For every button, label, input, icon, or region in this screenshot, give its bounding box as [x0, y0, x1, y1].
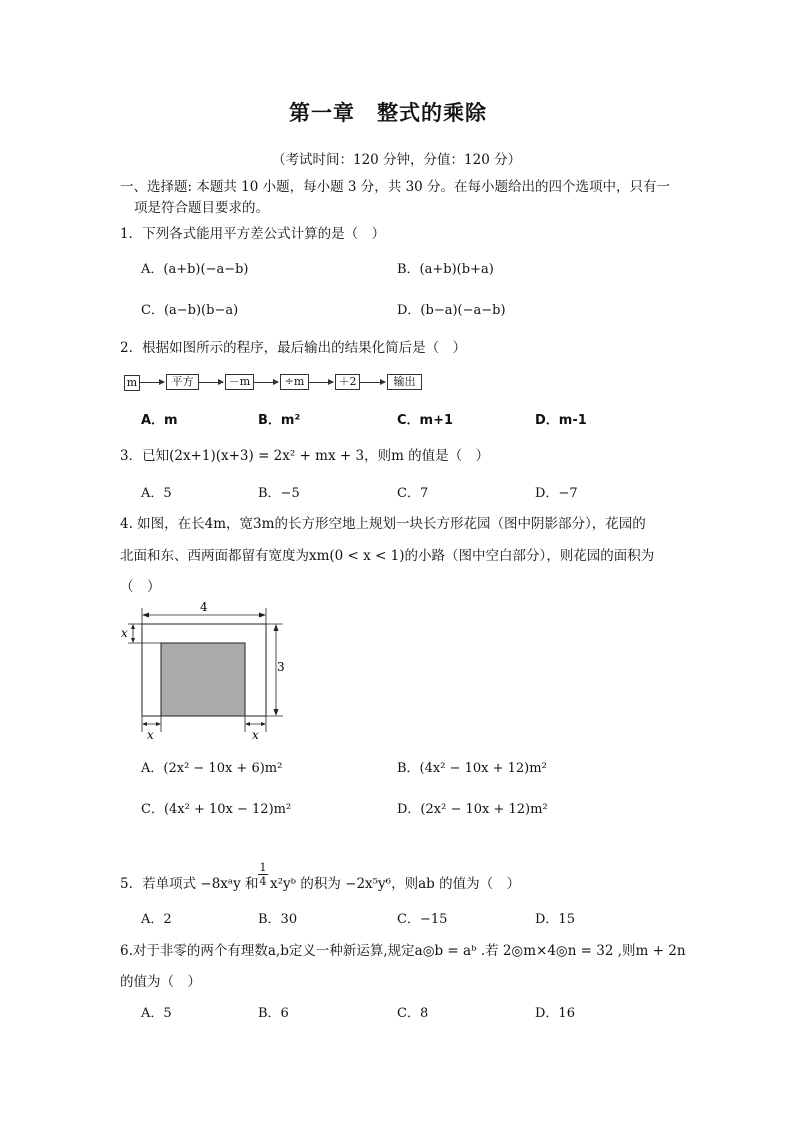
question-5-stem-b: x²yᵇ 的积为 −2x⁵y⁶，则ab 的值为（ ）: [270, 876, 521, 892]
question-6-line1: 6.对于非零的两个有理数a,b定义一种新运算,规定a◎b = aᵇ .若 2◎m×4◎n = 32 ,则m + 2n: [120, 943, 686, 959]
q3-option-c: C．7: [397, 486, 429, 501]
q1-option-a: A．(a+b)(−a−b): [141, 262, 249, 277]
dim-arrow: [274, 709, 279, 716]
q6-option-b: B．6: [258, 1006, 289, 1021]
q5-option-a: A．2: [141, 912, 172, 927]
fraction-denominator: 4: [259, 875, 267, 888]
question-4-line2: 北面和东、西两面都留有宽度为xm(0 < x < 1)的小路（图中空白部分），则花园的面积为: [120, 548, 655, 564]
q4-option-c: C．(4x² + 10x − 12)m²: [141, 802, 292, 817]
q5-option-b: B．30: [258, 912, 298, 927]
flow-divide-box: ÷m: [280, 374, 309, 390]
garden-shaded-rectangle: [161, 643, 245, 716]
flow-arrow: [198, 382, 223, 383]
question-4-line1: 4. 如图，在长4m，宽3m的长方形空地上规划一块长方形花园（图中阴影部分），花园的: [120, 516, 646, 532]
q4-option-b: B．(4x² − 10x + 12)m²: [397, 761, 547, 776]
question-1-stem: 1．下列各式能用平方差公式计算的是（ ）: [120, 226, 386, 242]
q5-option-d: D．15: [535, 912, 575, 927]
dim-arrow: [142, 722, 147, 726]
q2-option-d: D．m-1: [535, 413, 587, 428]
label-x-north: x: [121, 626, 128, 640]
section-heading-line2: 项是符合题目要求的。: [134, 200, 269, 216]
exam-info: （考试时间：120 分钟，分值：120 分）: [272, 152, 522, 168]
q6-option-d: D．16: [535, 1006, 575, 1021]
dim-arrow: [259, 613, 266, 618]
flow-square-box: 平方: [166, 374, 199, 390]
label-width: 3: [277, 660, 285, 674]
fraction-numerator: 1: [259, 861, 267, 874]
q2-option-b: B．m²: [258, 413, 301, 428]
q3-option-a: A．5: [141, 486, 172, 501]
flow-input-box: m: [124, 375, 140, 391]
flow-arrow: [253, 382, 278, 383]
flow-minus-box: －m: [225, 374, 254, 390]
label-length: 4: [200, 600, 208, 614]
label-x-east: x: [252, 728, 259, 742]
q3-option-b: B．−5: [258, 486, 300, 501]
dim-arrow: [131, 638, 135, 643]
garden-figure: [118, 598, 298, 743]
q6-option-c: C．8: [397, 1006, 429, 1021]
flow-plus-box: ＋2: [335, 374, 360, 390]
fraction: [258, 861, 268, 888]
flow-output-box: 输出: [387, 374, 422, 390]
section-heading-line1: 一、选择题: 本题共 10 小题，每小题 3 分，共 30 分。在每小题给出的四个选项中，只有一: [120, 179, 671, 195]
flow-arrow: [359, 382, 385, 383]
q3-option-d: D．−7: [535, 486, 578, 501]
q2-option-c: C．m+1: [397, 413, 454, 428]
dim-arrow: [131, 624, 135, 629]
dim-arrow: [156, 722, 161, 726]
q6-option-a: A．5: [141, 1006, 172, 1021]
q1-option-d: D．(b−a)(−a−b): [397, 303, 506, 318]
dim-arrow: [245, 722, 250, 726]
flow-arrow: [308, 382, 333, 383]
question-6-line2: 的值为（ ）: [120, 974, 201, 990]
question-3-stem: 3．已知(2x+1)(x+3) = 2x² + mx + 3，则m 的值是（ ）: [120, 448, 490, 464]
question-2-stem: 2．根据如图所示的程序，最后输出的结果化简后是（ ）: [120, 340, 467, 356]
dim-arrow: [261, 722, 266, 726]
q5-option-c: C．−15: [397, 912, 448, 927]
q1-option-c: C．(a−b)(b−a): [141, 303, 239, 318]
dim-arrow: [274, 624, 279, 631]
flow-arrow: [139, 382, 164, 383]
label-x-west: x: [147, 728, 154, 742]
question-5-stem-a: 5．若单项式 −8xᵃy 和: [120, 876, 259, 892]
q2-option-a: A．m: [141, 413, 178, 428]
q4-option-d: D．(2x² − 10x + 12)m²: [397, 802, 548, 817]
page-title: 第一章 整式的乘除: [289, 100, 487, 125]
question-4-line3: （ ）: [120, 579, 161, 595]
q1-option-b: B．(a+b)(b+a): [397, 262, 494, 277]
dim-arrow: [142, 613, 149, 618]
q4-option-a: A．(2x² − 10x + 6)m²: [141, 761, 283, 776]
